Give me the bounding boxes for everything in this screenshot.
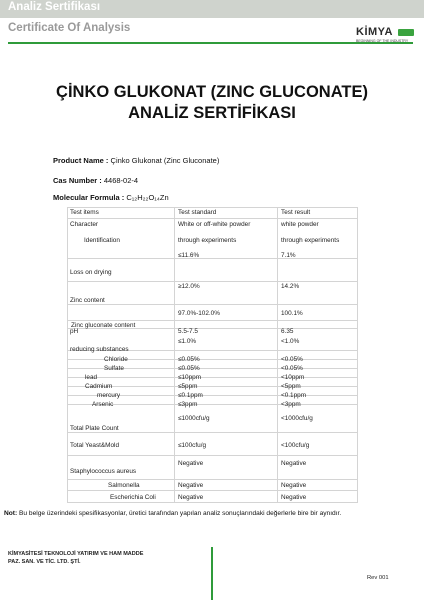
test-standard-cell: ≤0.05% xyxy=(178,365,200,372)
test-result-cell: through experiments xyxy=(281,237,340,244)
test-result-cell: <10ppm xyxy=(281,374,305,381)
test-item-cell: Total Plate Count xyxy=(70,425,119,432)
table-row-line xyxy=(67,455,358,456)
table-row-line xyxy=(67,320,358,321)
test-item-cell: Loss on drying xyxy=(70,269,112,276)
product-name-field xyxy=(53,156,219,165)
revision-number: Rev 001 xyxy=(367,575,389,581)
test-standard-cell: ≤100cfu/g xyxy=(178,442,207,449)
test-standard-cell: ≤0.05% xyxy=(178,356,200,363)
company-name xyxy=(8,550,143,566)
test-item-cell: Total Yeast&Mold xyxy=(70,442,120,449)
test-standard-cell: ≤3ppm xyxy=(178,401,198,408)
test-item-cell: pH xyxy=(70,328,79,335)
table-row-line xyxy=(67,377,358,378)
test-item-cell: Cadmium xyxy=(85,383,113,390)
test-item-cell: mercury xyxy=(97,392,121,399)
company-logo xyxy=(356,26,416,46)
cas-number-field xyxy=(53,176,138,185)
test-results-table xyxy=(67,207,358,503)
table-border-right xyxy=(357,207,358,503)
table-row-line xyxy=(67,207,358,208)
table-header-cell: Test standard xyxy=(178,209,217,216)
test-item-cell: Arsenic xyxy=(92,401,114,408)
table-header-cell: Test result xyxy=(281,209,311,216)
test-standard-cell: ≤11.6% xyxy=(178,252,200,259)
molecular-formula-field xyxy=(53,193,169,202)
test-result-cell: white powder xyxy=(281,221,319,228)
test-item-cell: Salmonella xyxy=(108,482,140,489)
test-standard-cell: 5.5-7.5 xyxy=(178,328,198,335)
test-item-cell: Zinc content xyxy=(70,297,105,304)
test-standard-cell: Negative xyxy=(178,460,204,467)
test-result-cell: <5ppm xyxy=(281,383,301,390)
test-standard-cell: ≥12.0% xyxy=(178,283,200,290)
test-result-cell: <1.0% xyxy=(281,338,300,345)
company-name-line1: KİMYASİTESİ TEKNOLOJİ YATIRIM VE HAM MADDE xyxy=(8,551,144,557)
table-row-line xyxy=(67,479,358,480)
product-name-label: Product Name : xyxy=(53,156,109,165)
test-result-cell: Negative xyxy=(281,494,307,501)
test-result-cell: 14.2% xyxy=(281,283,300,290)
test-result-cell: 6.35 xyxy=(281,328,294,335)
test-standard-cell: ≤5ppm xyxy=(178,383,198,390)
test-result-cell: <0.05% xyxy=(281,356,303,363)
test-standard-cell: ≤0.1ppm xyxy=(178,392,203,399)
test-result-cell: <1000cfu/g xyxy=(281,415,313,422)
table-row-line xyxy=(67,281,358,282)
cas-number-label: Cas Number : xyxy=(53,176,102,185)
test-standard-cell: ≤1.0% xyxy=(178,338,197,345)
footer-divider xyxy=(211,547,213,600)
test-item-cell: Escherichia Coli xyxy=(110,494,156,501)
header-divider xyxy=(8,42,413,44)
test-standard-cell: 97.0%-102.0% xyxy=(178,310,220,317)
logo-tagline: BEGINNING OF THE INDUSTRY xyxy=(356,39,409,43)
note-text xyxy=(4,510,341,517)
test-result-cell: <100cfu/g xyxy=(281,442,310,449)
document-title-line1: ÇİNKO GLUKONAT (ZINC GLUCONATE) xyxy=(56,83,368,101)
table-row-line xyxy=(67,304,358,305)
table-row-line xyxy=(67,258,358,259)
test-standard-cell: White or off-white powder xyxy=(178,221,251,228)
test-item-cell: Sulfate xyxy=(104,365,124,372)
company-name-line2: PAZ. SAN. VE TİC. LTD. ŞTİ. xyxy=(8,559,81,565)
table-border-left xyxy=(67,207,68,503)
test-item-cell: lead xyxy=(85,374,98,381)
test-standard-cell: Negative xyxy=(178,494,204,501)
test-item-cell: reducing substances xyxy=(70,346,129,353)
test-result-cell: 7.1% xyxy=(281,252,296,259)
test-result-cell: <0.1ppm xyxy=(281,392,307,399)
table-row-line xyxy=(67,490,358,491)
table-header-cell: Test items xyxy=(70,209,99,216)
table-row-line xyxy=(67,502,358,503)
product-name-value: Çinko Glukonat (Zinc Gluconate) xyxy=(108,156,220,165)
logo-green-box xyxy=(398,29,414,36)
molecular-formula-label: Molecular Formula : xyxy=(53,193,125,202)
table-column-divider xyxy=(174,207,175,503)
test-result-cell: Negative xyxy=(281,460,307,467)
molecular-formula-value: C₁₂H₂₂O₁₄Zn xyxy=(124,193,169,202)
certificate-subtitle: Certificate Of Analysis xyxy=(8,22,131,34)
cas-number-value: 4468-02-4 xyxy=(101,176,139,185)
test-result-cell: <0.05% xyxy=(281,365,303,372)
note-label: Not: xyxy=(4,510,18,517)
header-band xyxy=(0,0,424,18)
note-body: Bu belge üzerindeki spesifikasyonlar, üretici tarafından yapılan analiz sonuçlarındaki değerlerle bire bir aynıdır. xyxy=(17,510,342,517)
test-item-cell: Chloride xyxy=(104,356,128,363)
test-item-cell: Identification xyxy=(84,237,120,244)
table-column-divider xyxy=(277,207,278,503)
test-standard-cell: through experiments xyxy=(178,237,237,244)
test-result-cell: Negative xyxy=(281,482,307,489)
test-item-cell: Character xyxy=(70,221,99,228)
test-standard-cell: ≤10ppm xyxy=(178,374,202,381)
test-item-cell: Staphylococcus aureus xyxy=(70,468,137,475)
document-title-line2: ANALİZ SERTİFİKASI xyxy=(128,104,296,122)
table-row-line xyxy=(67,218,358,219)
test-result-cell: <3ppm xyxy=(281,401,301,408)
test-standard-cell: ≤1000cfu/g xyxy=(178,415,210,422)
test-item-cell: Zinc gluconate content xyxy=(71,322,136,329)
test-standard-cell: Negative xyxy=(178,482,204,489)
band-title: Analiz Sertifikası xyxy=(8,1,101,13)
logo-wordmark: KİMYA xyxy=(356,26,393,38)
test-result-cell: 100.1% xyxy=(281,310,303,317)
